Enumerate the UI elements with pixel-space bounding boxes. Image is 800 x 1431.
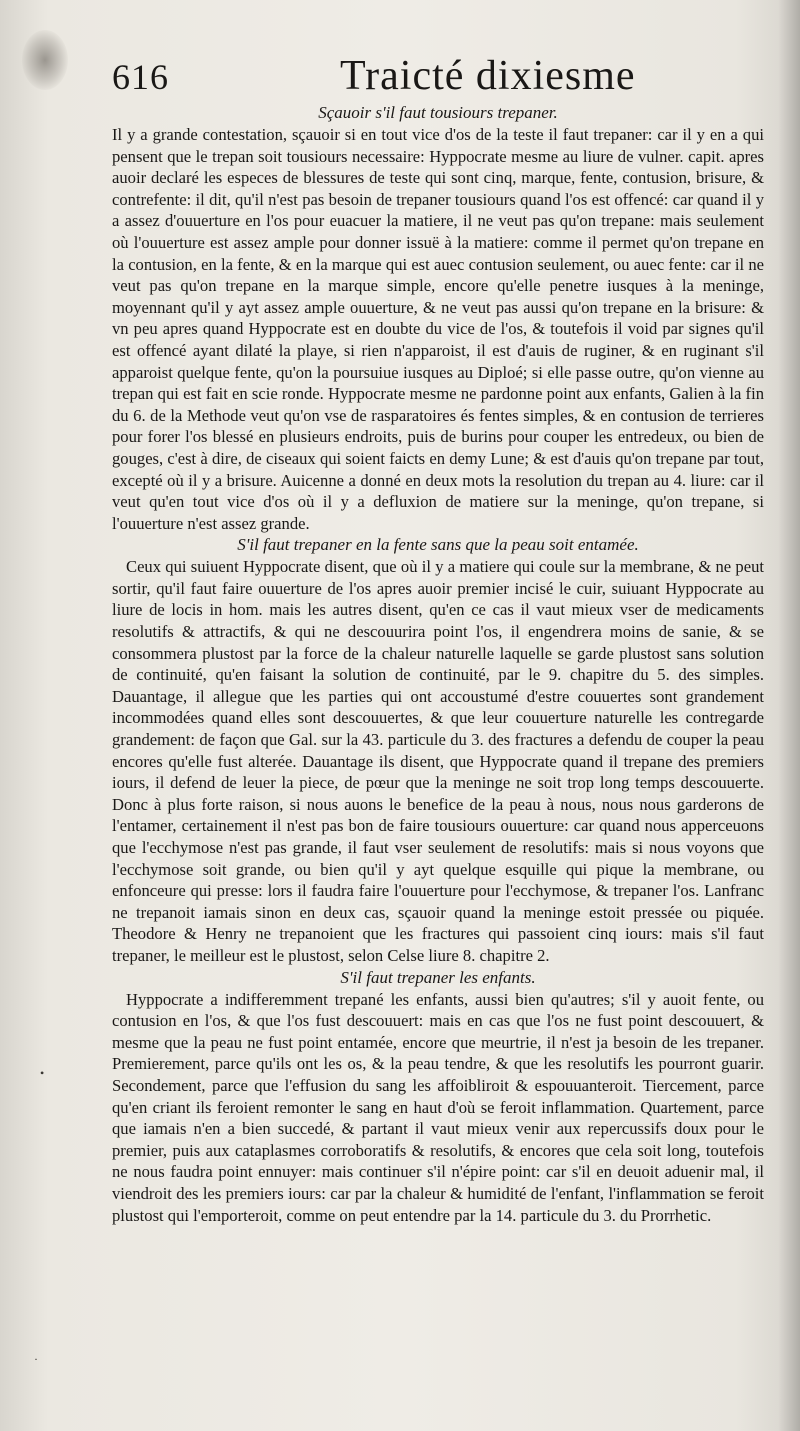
paragraph: Hyppocrate a indifferemment trepané les enfants, aussi bien qu'autres; s'il y auoit fente, ou contusion en l'os, & que l'os fust descouuert: mais en cas que l'os ne fust point descouuert, & mesme que la peau ne fust point entamée, encore que meurtrie, il n'est ja besoin de les trepaner. Premierement, parce qu'ils ont les os, & la peau tendre, & que les resolutifs les pourront guarir. Secondement, parce que l'effusion du sang les affoibliroit & espouuanteroit. Tiercement, parce qu'en criant ils feroient remonter le sang en haut d'où se feroit inflammation. Quartement, parce que iamais n'en a bien succedé, & partant il vaut mieux venir aux repercussifs doux pour le premier, puis aux cataplasmes corroboratifs & resolutifs, & encores que cela soit long, toutefois ne nous faudra point ennuyer: mais continuer s'il n'épire point: car s'il en deuoit aduenir mal, il viendroit des les premiers iours: car par la chaleur & humidité de l'enfant, l'inflammation se feroit plustost qui l'emporteroit, comme on peut entendre par la 14. particule du 3. du Prorrhetic. [112, 989, 764, 1225]
margin-dot: · [34, 1352, 38, 1366]
section-trepaner-enfants [112, 967, 764, 1227]
section-trepaner-fente [112, 534, 764, 966]
section-heading: S'il faut trepaner les enfants. [340, 967, 536, 987]
page-body [112, 102, 764, 1226]
page-header [112, 52, 772, 108]
running-title: Traicté dixiesme [340, 53, 636, 99]
section-heading: Sçauoir s'il faut tousiours trepaner. [318, 103, 558, 122]
paragraph: Il y a grande contestation, sçauoir si en tout vice d'os de la teste il faut trepaner: car il y en a qui pensent que le trepan soit tousiours necessaire: Hyppocrate mesme au liure de vulner. capit. apres auoir declaré les especes de blessures de teste qui sont cinq, marque, fente, contusion, brisure, & contrefente: il dit, qu'il n'est pas besoin de trepaner tousiours quand l'os est offencé: car quand il y a assez d'ouuerture en l'os pour euacuer la matiere, il ne veut pas qu'on trepane: mais seulement où l'ouuerture est assez ample pour donner issuë à la matiere: comme il permet qu'on trepane en la contusion, en la fente, & en la marque qui est auec contusion seulement, ou auec fente: car il ne veut pas qu'on trepane en la marque simple, encore qu'elle penetre iusques à la meninge, moyennant qu'il y ayt assez ample ouuerture, & ne veut pas aussi qu'on trepane en la brisure: & vn peu apres quand Hyppocrate est en doubte du vice de l'os, & toutefois il void par signes qu'il est offencé ayant dilaté la playe, si rien n'apparoist, il est d'auis de ruginer, & en ruginant s'il apparoist quelque fente, qu'on la poursuiue iusques au Diploé; si elle passe outre, qu'on vienne au trepan qui est fait en scie ronde. Hyppocrate mesme ne pardonne point aux enfants, Galien à la fin du 6. de la Methode veut qu'on vse de rasparatoires és fentes simples, & en contusion de terrieres pour forer l'os blessé en plusieurs endroits, puis de burins pour couper les entredeux, ou bien de gouges, c'est à dire, de ciseaux qui soient faicts en demy Lune; & est d'auis qu'on trepane par tout, excepté où il y a brisure. Auicenne a donné en deux mots la resolution du trepan au 4. liure: car il veut qu'en tout vice d'os où il y a defluxion de matiere sur la meninge, qu'on trepane, si l'ouuerture n'est assez grande. [112, 125, 764, 533]
binding-shadow [778, 0, 800, 1431]
margin-dot: • [40, 1066, 45, 1080]
ink-stain [22, 30, 68, 90]
section-heading: S'il faut trepaner en la fente sans que la peau soit entamée. [237, 535, 639, 555]
page-number: 616 [112, 57, 169, 97]
paragraph: Ceux qui suiuent Hyppocrate disent, que où il y a matiere qui coule sur la membrane, & ne peut sortir, qu'il faut faire ouuerture de l'os apres auoir premier incisé le cuir, suiuant Hyppocrate au liure de locis in hom. mais les autres disent, qu'en ce cas il vaut mieux vser de medicaments resolutifs & attractifs, & qui ne descouurira point l'os, il engendrera moins de sanie, & se consommera plustost par la force de la chaleur naturelle laquelle se garde plustost sans solution de continuité, qu'en faisant la solution de continuité, par le 9. chapitre du 5. des simples. Dauantage, il allegue que les parties qui ont accoustumé d'estre couuertes sont grandement incommodées quand elles sont descouuertes, & que leur couuerture naturelle les contregarde grandement: de façon que Gal. sur la 43. particule du 3. des fractures a defendu de couper la peau encores qu'elle fust alterée. Dauantage ils disent, que Hyppocrate quand il trepane des premiers iours, il defend de leuer la piece, de pœur que la meninge ne soit trop long temps descouuerte. Donc à plus forte raison, si nous auons le benefice de la peau à nous, nous nous garderons de l'entamer, certainement il n'est pas bon de faire tousiours ouuerture: car quand nous apperceuons que l'ecchymose n'est pas grande, il faut vser seulement de resolutifs: mais si nous voyons que l'ecchymose soit grande, ou bien qu'il y ayt quelque esquille qui pique la membrane, ou enfonceure qui presse: lors il faudra faire l'ouuerture pour l'ecchymose, & trepaner l'os. Lanfranc ne trepanoit iamais sinon en deux cas, sçauoir quand la meninge estoit pressée ou piquée. Theodore & Henry ne trepanoient que les fractures qui passoient cinq iours: mais s'il faut trepaner, le meilleur est le plustost, selon Celse liure 8. chapitre 2. [112, 557, 764, 965]
section-trepaner-tousiours [112, 102, 764, 534]
